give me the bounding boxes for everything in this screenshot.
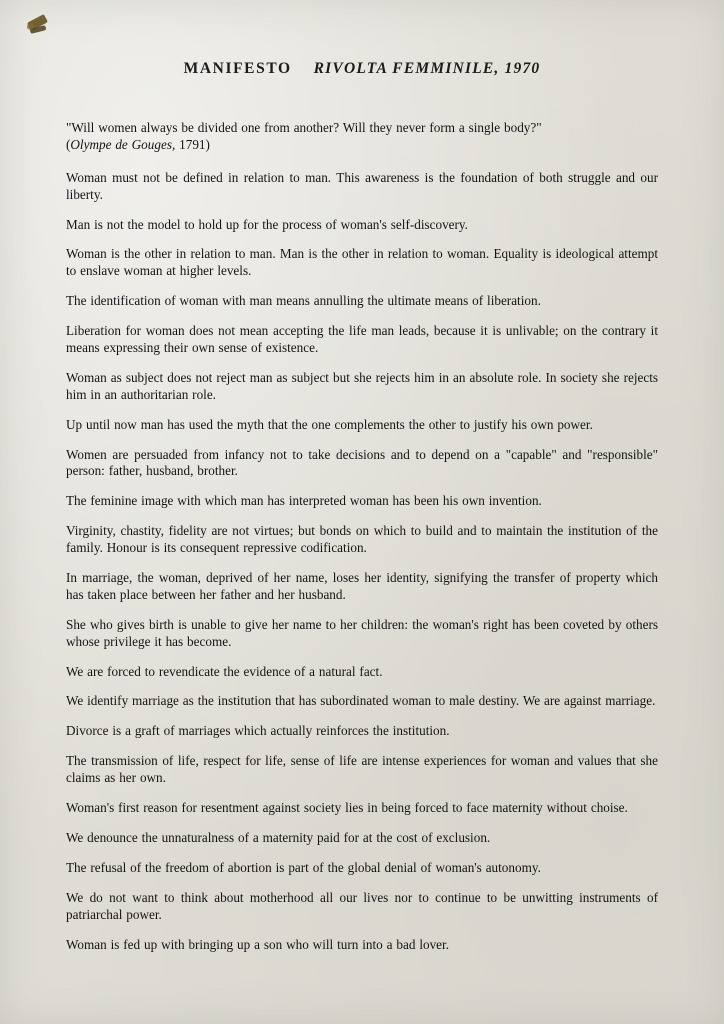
quote-attribution-year: 1791) [175,136,210,152]
paragraph: Virginity, chastity, fidelity are not virtues; but bonds on which to build and to maintain the institution of the family. Honour is its consequent repressive codification. [66,523,658,556]
paragraph: We identify marriage as the institution that has subordinated woman to male destiny. We are against marriage. [66,693,656,709]
paragraph: Man is not the model to hold up for the process of woman's self-discovery. [66,216,468,232]
quote-text: "Will women always be divided one from another? Will they never form a single body?" [66,120,542,135]
paragraph: Divorce is a graft of marriages which actually reinforces the institution. [66,723,450,739]
quote-attribution [66,137,658,154]
paragraph: She who gives birth is unable to give her name to her children: the woman's right has been coveted by others whose privilege it has become. [66,616,658,649]
paragraph: Liberation for woman does not mean accepting the life man leads, because it is unlivable; on the contrary it means expressing their own sense of existence. [66,323,658,356]
paragraph: The feminine image with which man has interpreted woman has been his own invention. [66,493,542,509]
paragraph: The identification of woman with man means annulling the ultimate means of liberation. [66,293,541,309]
paragraph: We are forced to revendicate the evidence of a natural fact. [66,663,383,679]
paragraph: The transmission of life, respect for life, sense of life are intense experiences for woman and values that she claims as her own. [66,753,658,786]
paragraph: The refusal of the freedom of abortion is part of the global denial of woman's autonomy. [66,859,541,875]
quote-attribution-open: ( [66,136,71,152]
document-title [0,60,724,78]
paragraph: Woman must not be defined in relation to man. This awareness is the foundation of both struggle and our liberty. [66,169,658,202]
paragraph: In marriage, the woman, deprived of her name, loses her identity, signifying the transfer of property which has taken place between her father and her husband. [66,570,658,602]
document-body [66,120,658,966]
paragraph: We denounce the unnaturalness of a maternity paid for at the cost of exclusion. [66,829,491,845]
epigraph-quote [66,120,658,154]
paragraph: Up until now man has used the myth that the one complements the other to justify his own power. [66,416,593,432]
paragraph: Woman's first reason for resentment against society lies in being forced to face maternity without choise. [66,800,628,816]
title-italic-text: RIVOLTA FEMMINILE, 1970 [313,60,541,77]
paragraph: Woman as subject does not reject man as subject but she rejects him in an absolute role. In society she rejects him in an authoritarian role. [66,369,658,402]
paragraph: Women are persuaded from infancy not to take decisions and to depend on a "capable" and "responsible" person: father, husband, brother. [66,446,658,479]
quote-attribution-name: Olympe de Gouges, [70,136,176,152]
paragraph: We do not want to think about motherhood all our lives nor to continue to be unwitting instruments of patriarchal power. [66,889,658,922]
staple-mark-icon [26,14,52,40]
paragraph: Woman is the other in relation to man. Man is the other in relation to woman. Equality is ideological attempt to enslave woman at higher levels. [66,246,658,279]
title-main-text: MANIFESTO [183,60,292,77]
paragraph: Woman is fed up with bringing up a son who will turn into a bad lover. [66,936,450,952]
